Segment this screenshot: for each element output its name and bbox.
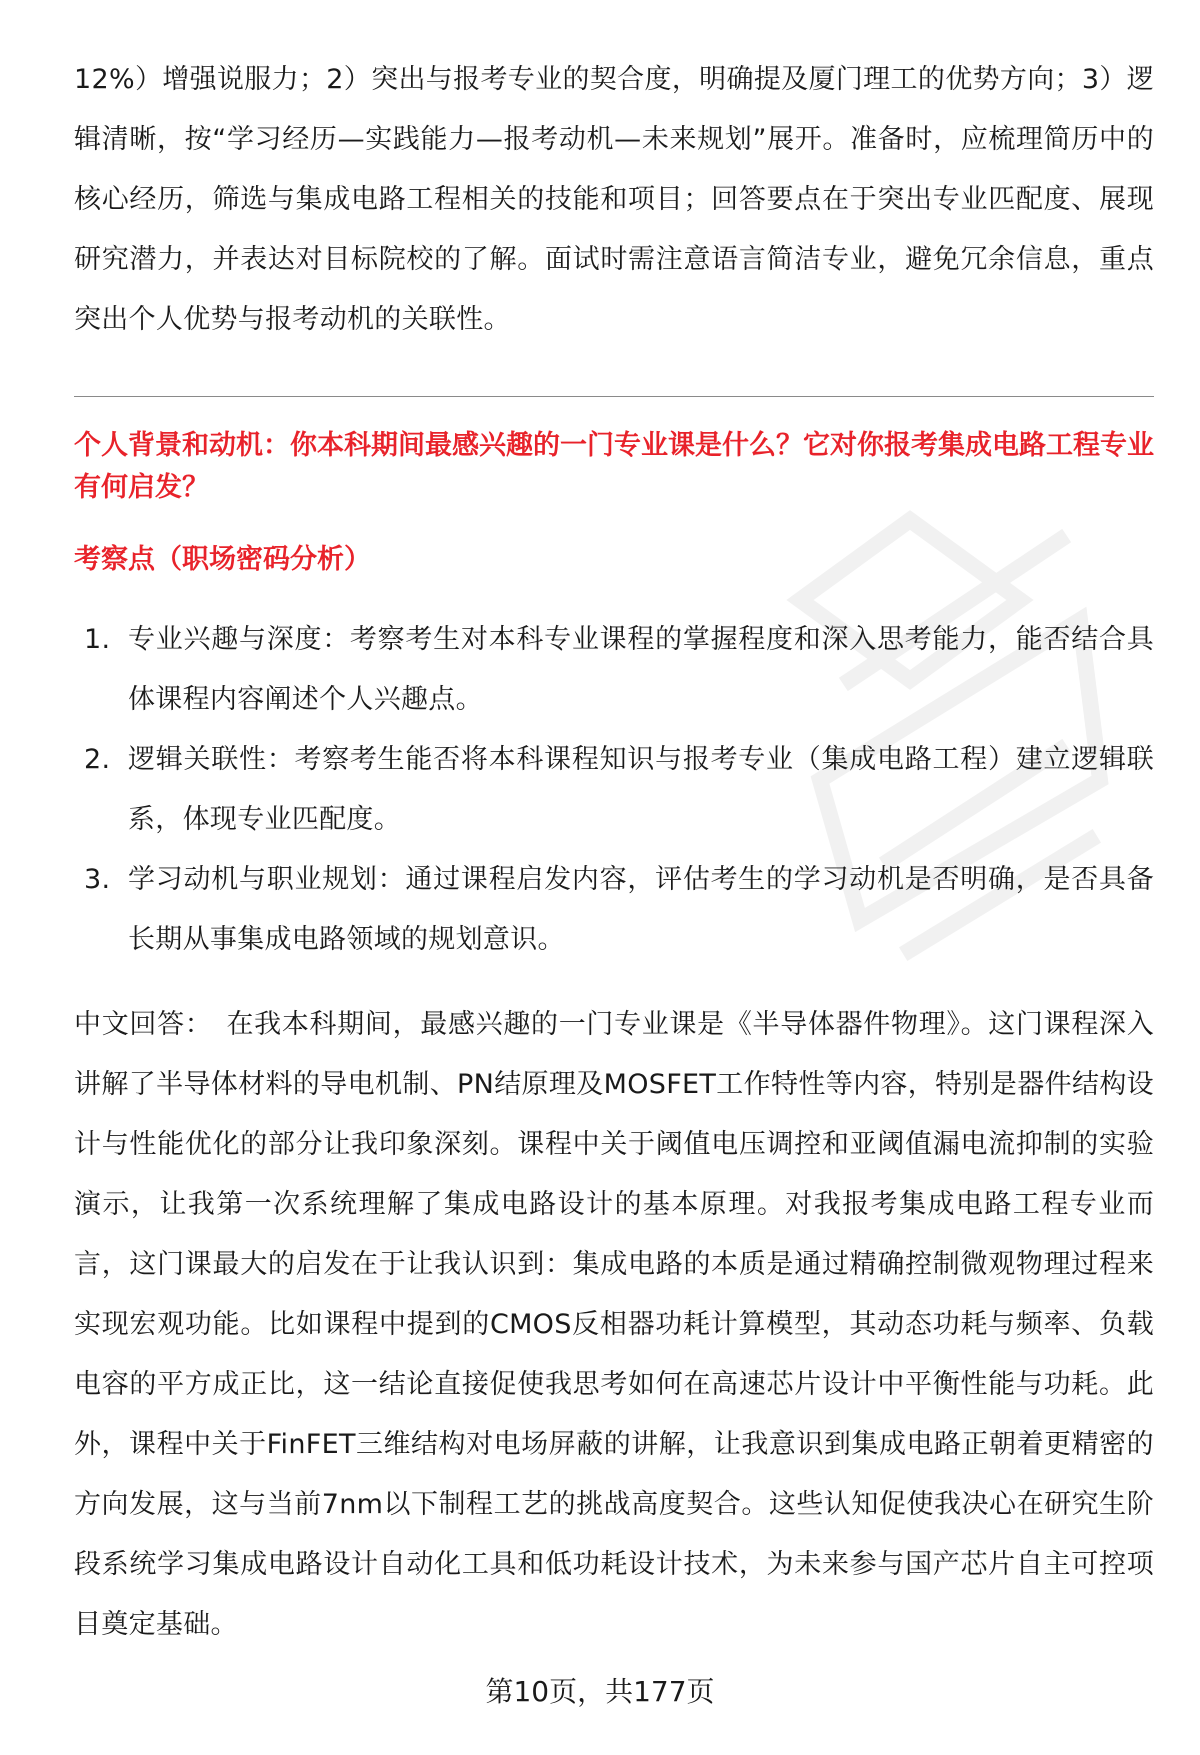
answer-text: 在我本科期间，最感兴趣的一门专业课是《半导体器件物理》。这门课程深入讲解了半导体材料的导电机制、PN结原理及MOSFET工作特性等内容，特别是器件结构设计与性能优化的部分让我印象深刻。课程中关于阈值电压调控和亚阈值漏电流抑制的实验演示，让我第一次系统理解了集成电路设计的基本原理。对我报考集成电路工程专业而言，这门课最大的启发在于让我认识到：集成电路的本质是通过精确控制微观物理过程来实现宏观功能。比如课程中提到的CMOS反相器功耗计算模型，其动态功耗与频率、负载电容的平方成正比，这一结论直接促使我思考如何在高速芯片设计中平衡性能与功耗。此外，课程中关于FinFET三维结构对电场屏蔽的讲解，让我意识到集成电路正朝着更精密的方向发展，这与当前7nm以下制程工艺的挑战高度契合。这些认知促使我决心在研究生阶段系统学习集成电路设计自动化工具和低功耗设计技术，为未来参与国产芯片自主可控项目奠定基础。 [74,1009,1155,1640]
point-number: 2. [84,744,111,775]
point-number: 1. [84,624,111,655]
point-text: 学习动机与职业规划：通过课程启发内容，评估考生的学习动机是否明确，是否具备长期从事集成电路领域的规划意识。 [128,864,1154,955]
point-number: 3. [84,864,111,895]
answer-paragraph [74,995,1154,1655]
section-divider [74,396,1154,397]
document-page [74,0,1154,1755]
intro-paragraph: 12%）增强说服力；2）突出与报考专业的契合度，明确提及厦门理工的优势方向；3）逻辑清晰，按“学习经历—实践能力—报考动机—未来规划”展开。准备时，应梳理简历中的核心经历，筛选与集成电路工程相关的技能和项目；回答要点在于突出专业匹配度、展现研究潜力，并表达对目标院校的了解。面试时需注意语言简洁专业，避免冗余信息，重点突出个人优势与报考动机的关联性。 [74,64,1154,335]
assessment-point [74,610,1154,730]
assessment-point [74,730,1154,850]
assessment-points-heading: 考察点（职场密码分析） [74,544,371,575]
page-number-footer: 第10页，共177页 [485,1675,715,1708]
assessment-point [74,850,1154,970]
answer-label: 中文回答： [74,1009,213,1040]
point-text: 专业兴趣与深度：考察考生对本科专业课程的掌握程度和深入思考能力，能否结合具体课程内容阐述个人兴趣点。 [128,624,1154,715]
question-heading: 个人背景和动机：你本科期间最感兴趣的一门专业课是什么？它对你报考集成电路工程专业有何启发？ [74,430,1154,503]
assessment-points-list [74,610,1154,970]
point-text: 逻辑关联性：考察考生能否将本科课程知识与报考专业（集成电路工程）建立逻辑联系，体现专业匹配度。 [128,744,1154,835]
